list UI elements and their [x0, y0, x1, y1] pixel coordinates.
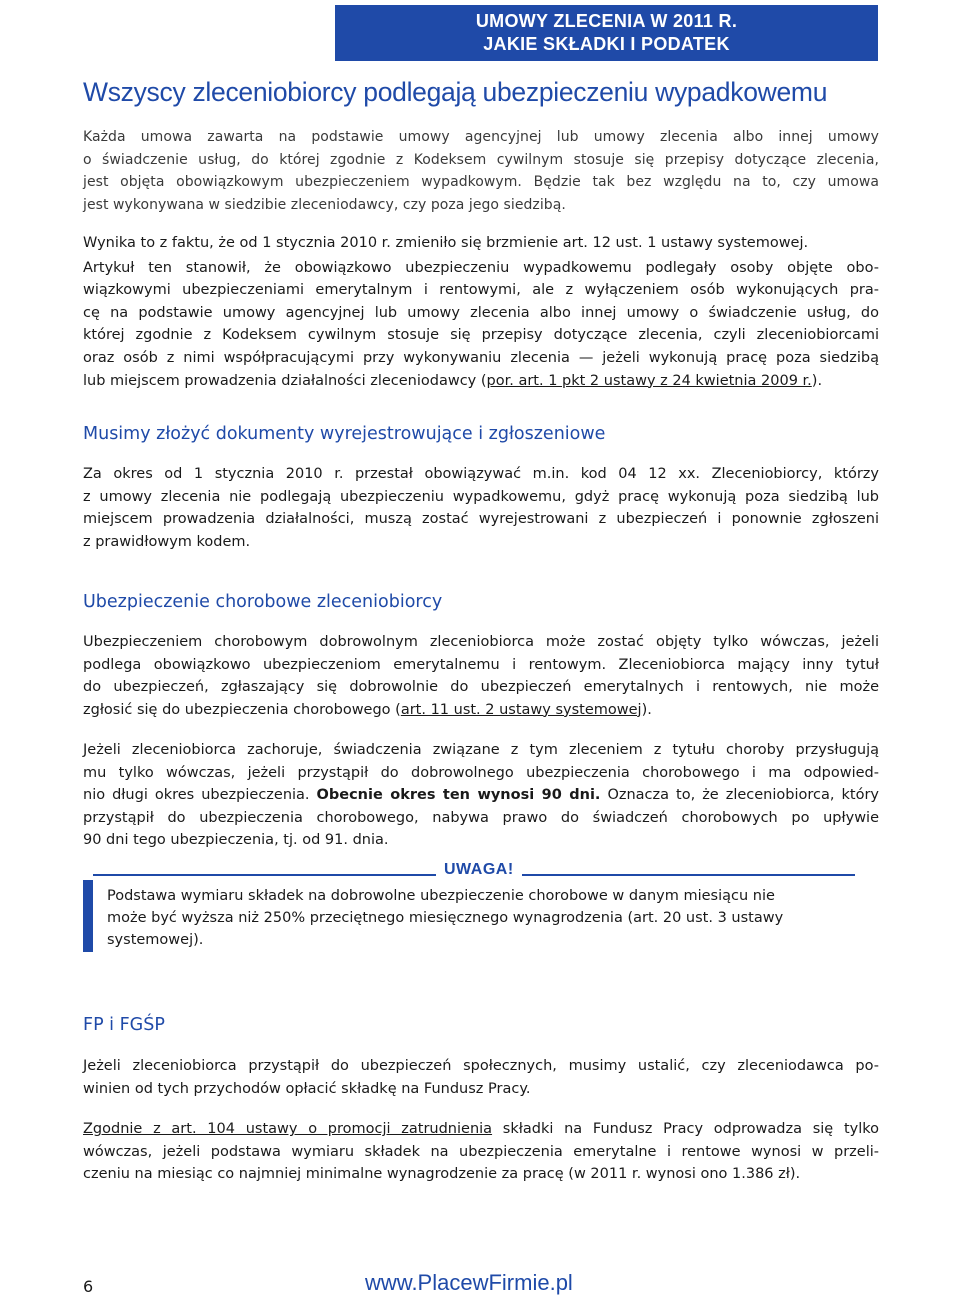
fp-paragraph-1: [83, 1055, 879, 1100]
wynika-line: oraz osób z nimi współpracującymi przy wykonywaniu zlecenia — jeżeli wykonują pracę poza siedzibą: [83, 349, 879, 366]
fp-text: składki na Fundusz Pracy odprowadza się tylko: [492, 1121, 880, 1137]
section-heading-chorobowe: Ubezpieczenie chorobowe zleceniobiorcy: [83, 592, 443, 612]
uwaga-line: może być wyższa niż 250% przeciętnego miesięcznego wynagrodzenia (art. 20 ust. 3 ustawy: [107, 910, 784, 926]
fp-line: winien od tych przychodów opłacić składkę na Fundusz Pracy.: [83, 1080, 531, 1097]
header-title-line2: JAKIE SKŁADKI I PODATEK: [483, 34, 730, 54]
chorobowe-last-text: zgłosić się do ubezpieczenia chorobowego (: [83, 701, 401, 718]
chorobowe-line: Jeżeli zleceniobiorca zachoruje, świadczenia związane z tym zleceniem z tytułu choroby przysługują: [83, 742, 879, 758]
chorobowe-line: 90 dni tego ubezpieczenia, tj. od 91. dnia.: [83, 832, 389, 849]
fp-line: czeniu na miesiąc co najmniej minimalne wynagrodzenie za pracę (w 2011 r. wynosi ono 1.386 zł).: [83, 1166, 801, 1183]
chorobowe-paragraph-2: [83, 739, 879, 852]
chorobowe-last-end: ).: [641, 701, 652, 718]
dokumenty-line: z prawidłowym kodem.: [83, 533, 251, 550]
wynika-line: Artykuł ten stanowił, że obowiązkowo ubezpieczeniu wypadkowemu podlegały osoby objęte obo-: [83, 259, 879, 276]
intro-line: o świadczenie usług, do której zgodnie z Kodeksem cywilnym stosuje się przepisy dotyczące zlecenia,: [83, 151, 879, 168]
fp-line-with-link: [83, 1118, 879, 1141]
chorobowe-line: do ubezpieczeń, zgłaszający się dobrowolnie do ubezpieczeń emerytalnych i rentowych, nie może: [83, 679, 879, 696]
header-title-line1: UMOWY ZLECENIA W 2011 R.: [475, 11, 738, 31]
dokumenty-line: Za okres od 1 stycznia 2010 r. przestał obowiązywać m.in. kod 04 12 xx. Zleceniobiorcy, którzy: [83, 466, 879, 482]
uwaga-line: Podstawa wymiaru składek na dobrowolne ubezpieczenie chorobowe w danym miesiącu nie: [107, 888, 775, 904]
chorobowe-last-line: [83, 699, 879, 722]
wynika-last-text: lub miejscem prowadzenia działalności zleceniodawcy (: [83, 372, 487, 389]
uwaga-line: systemowej).: [107, 932, 204, 948]
wynika-paragraph: [83, 232, 879, 392]
wynika-last-line: [83, 370, 879, 393]
chorobowe-line-emphasis: [83, 784, 879, 807]
section-heading-dokumenty: Musimy złożyć dokumenty wyrejestrowujące i zgłoszeniowe: [83, 424, 606, 444]
footer-website-link[interactable]: www.PlacewFirmie.pl: [365, 1270, 573, 1295]
dokumenty-line: z umowy zlecenia nie podlegają ubezpieczeniu wypadkowemu, gdyż pracę wykonują poza siedzibą lub: [83, 488, 879, 505]
chorobowe-line: mu tylko wówczas, jeżeli przystąpił do dobrowolnego ubezpieczenia chorobowego i ma odpowied-: [83, 764, 879, 781]
chorobowe-line: podlega obowiązkowo ubezpieczeniom emerytalnemu i rentowym. Zleceniobiorca mający inny tytuł: [83, 656, 879, 673]
wynika-last-end: ).: [811, 372, 823, 389]
section-heading-fp-fgsp: FP i FGŚP: [83, 1015, 165, 1035]
fp-line: Jeżeli zleceniobiorca przystąpił do ubezpieczeń społecznych, musimy ustalić, czy zleceniodawca po-: [83, 1058, 879, 1074]
legal-reference-link[interactable]: Zgodnie z art. 104 ustawy o promocji zatrudnienia: [83, 1121, 493, 1137]
fp-paragraph-2: [83, 1118, 879, 1186]
chorobowe-text: nio długi okres ubezpieczenia.: [83, 787, 317, 804]
wynika-lead-line: Wynika to z faktu, że od 1 stycznia 2010 r. zmieniło się brzmienie art. 12 ust. 1 ustawy systemowej.: [83, 235, 809, 251]
uwaga-note: [107, 885, 859, 951]
page-title: Wszyscy zleceniobiorcy podlegają ubezpieczeniu wypadkowemu: [83, 77, 828, 107]
emphasis-text: Obecnie okres ten wynosi 90 dni.: [316, 787, 601, 804]
legal-reference-link[interactable]: art. 11 ust. 2 ustawy systemowej: [400, 701, 642, 718]
intro-line: Każda umowa zawarta na podstawie umowy agencyjnej lub umowy zlecenia albo innej umowy: [83, 129, 879, 145]
wynika-line: wiązkowymi ubezpieczeniami emerytalnym i rentowymi, ale z wyłączeniem osób wykonujących pra-: [83, 282, 879, 299]
wynika-line: cę na podstawie umowy agencyjnej lub umowy zlecenia albo innej umowy o świadczenie usług, do: [83, 304, 879, 321]
intro-paragraph: [83, 126, 879, 216]
wynika-line: której zgodnie z Kodeksem cywilnym stosuje się przepisy dotyczące zlecenia, czyli zleceniobiorcami: [83, 327, 879, 344]
intro-line: jest objęta obowiązkowym ubezpieczeniem wypadkowym. Będzie tak bez względu na to, czy umowa: [83, 174, 879, 191]
dokumenty-line: miejscem prowadzenia działalności, muszą zostać wyrejestrowani z ubezpieczeń i ponownie zgłoszeni: [83, 511, 879, 528]
dokumenty-paragraph: [83, 463, 879, 553]
uwaga-accent-bar: [83, 880, 93, 952]
chorobowe-line: przystąpił do ubezpieczenia chorobowego, nabywa prawo do świadczeń chorobowych po upływie: [83, 809, 879, 826]
legal-reference-link[interactable]: por. art. 1 pkt 2 ustawy z 24 kwietnia 2009 r.: [486, 372, 812, 389]
uwaga-label: UWAGA!: [436, 861, 522, 879]
chorobowe-text: Oznacza to, że zleceniobiorca, który: [600, 787, 879, 804]
intro-line: jest wykonywana w siedzibie zleceniodawcy, czy poza jego siedzibą.: [83, 196, 566, 213]
chorobowe-line: Ubezpieczeniem chorobowym dobrowolnym zleceniobiorca może zostać objęty tylko wówczas, jeżeli: [83, 634, 879, 650]
fp-line: wówczas, jeżeli podstawa wymiaru składek na ubezpieczenia emerytalne i rentowe wynosi w przeli-: [83, 1143, 879, 1160]
chorobowe-paragraph-1: [83, 631, 879, 721]
header-banner: [335, 5, 878, 61]
page-number: 6: [83, 1277, 94, 1296]
